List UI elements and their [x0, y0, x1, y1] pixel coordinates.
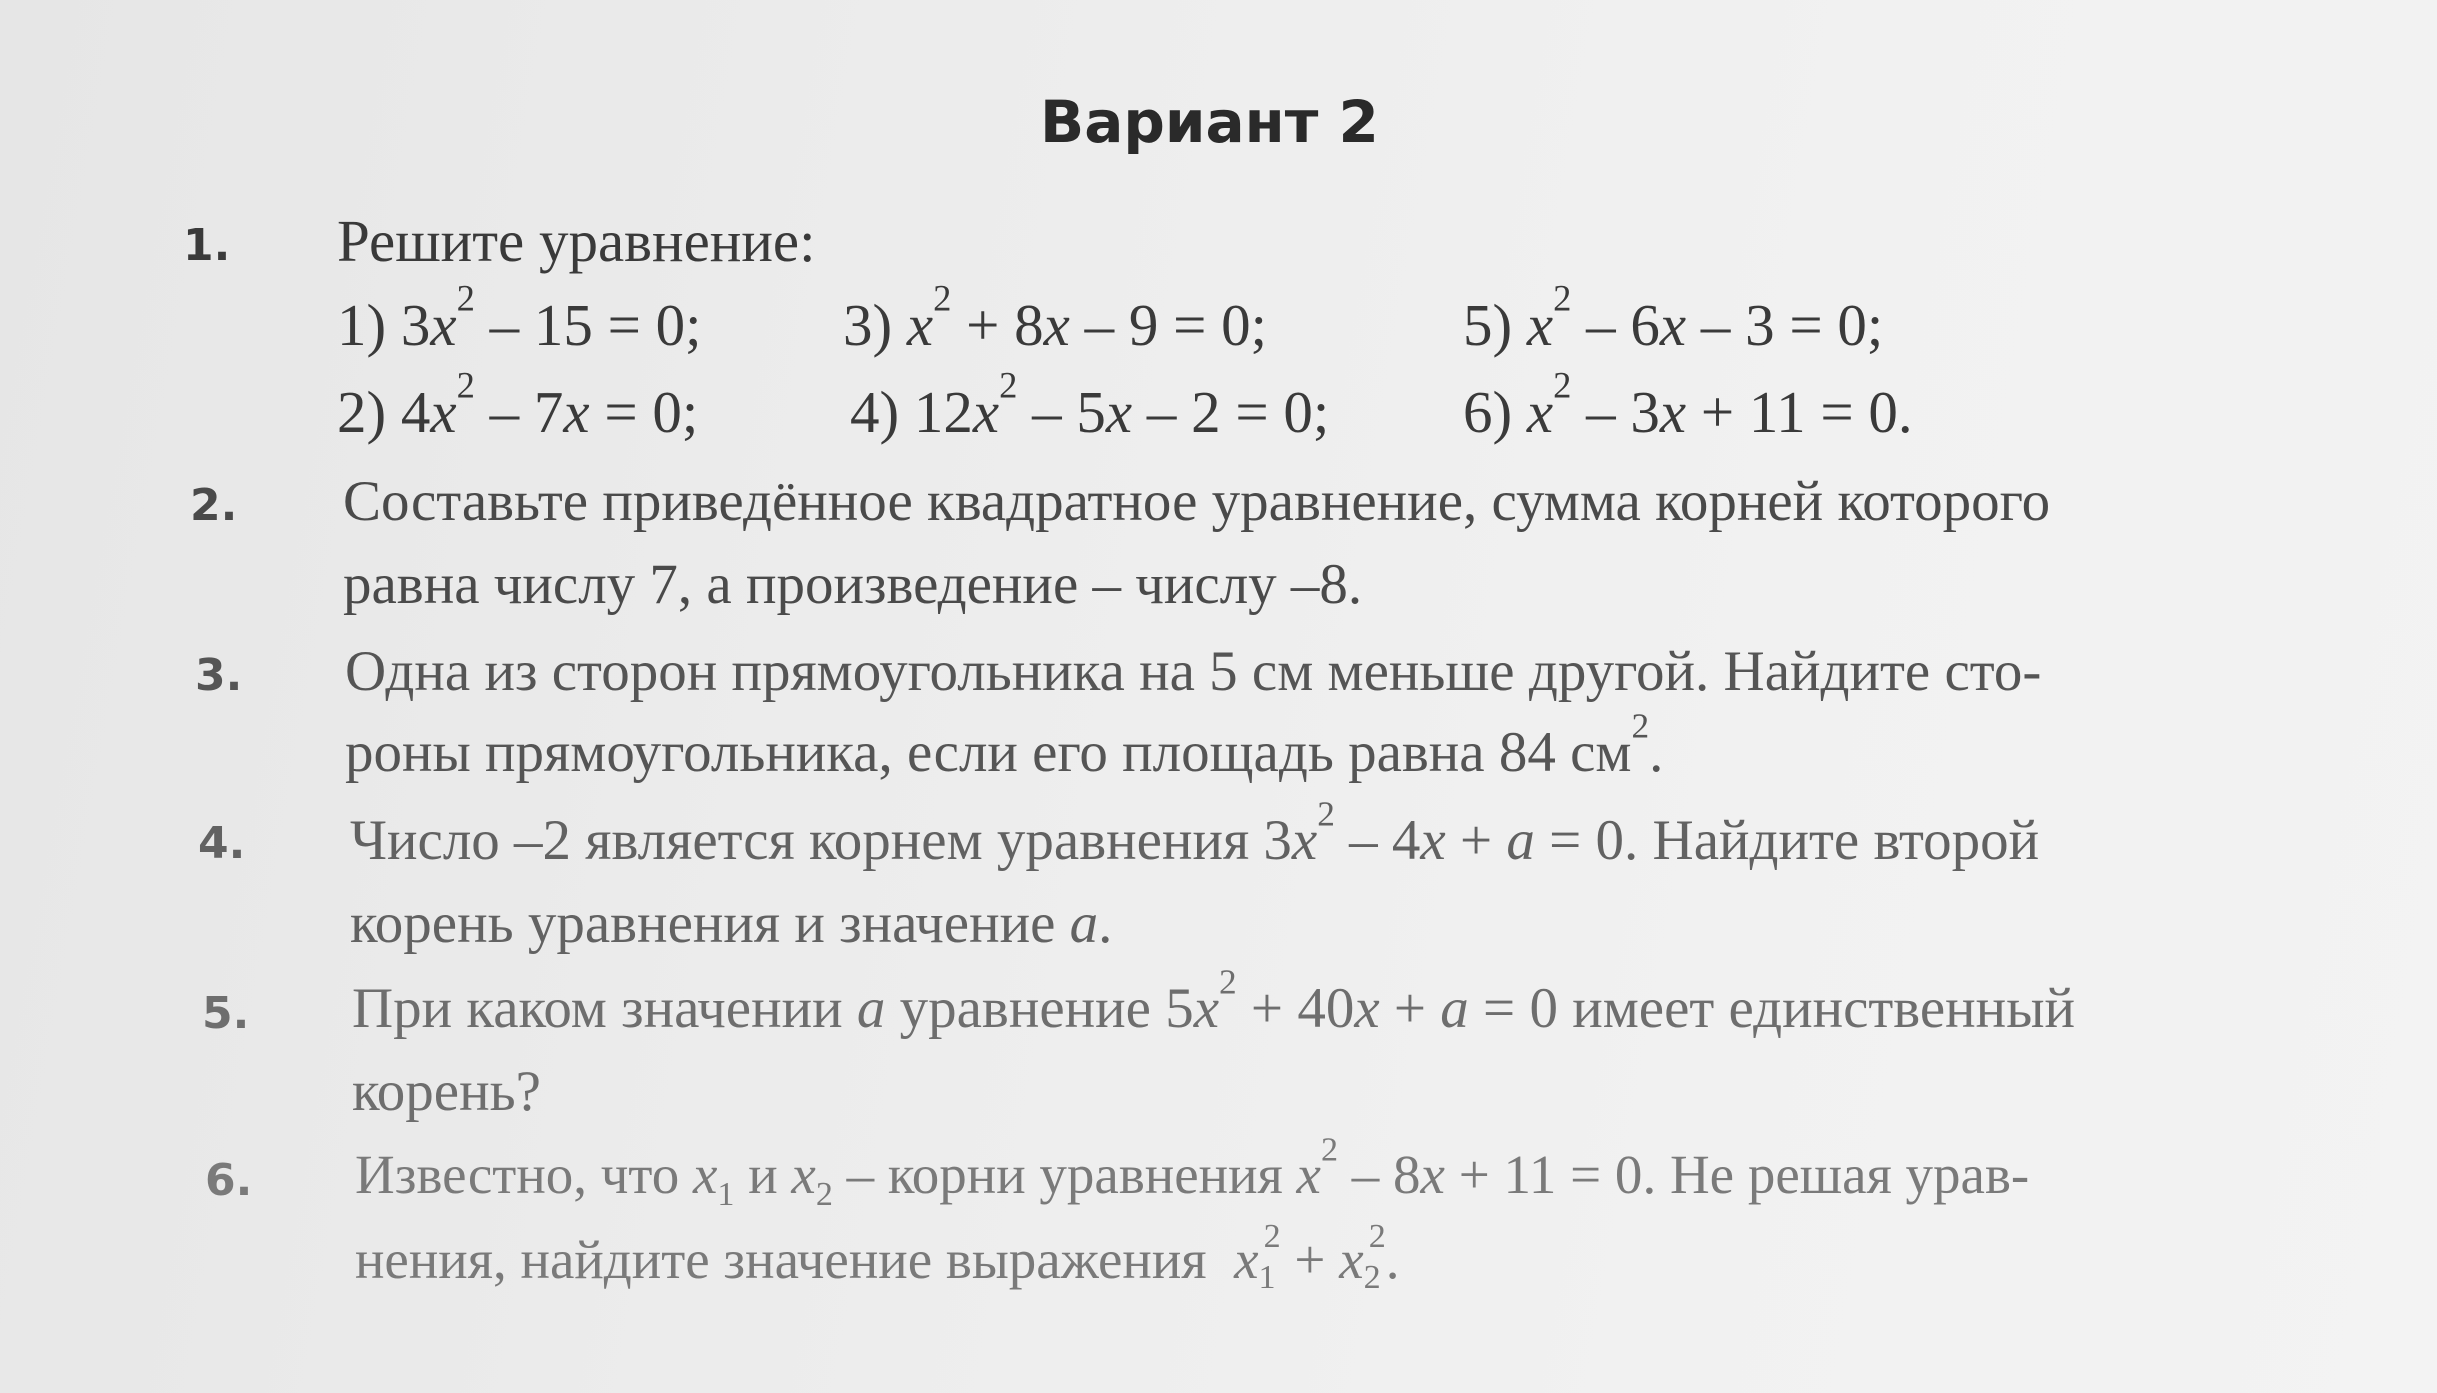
task-4-line-2: корень уравнения и значение a. [350, 892, 1113, 955]
task-5-number: 5. [202, 988, 250, 1039]
equation-label: 2) [337, 379, 387, 445]
task-3-line-2-text: роны прямоугольника, если его площадь равна 84 см [345, 721, 1632, 784]
task-6-text-c: – корни уравнения [846, 1144, 1283, 1205]
task-6-line-2: нения, найдите значение выражения $x_1^2 + x_2^2$. [355, 1218, 1400, 1297]
task-5-line-1: При каком значении a уравнение $5x^2 + 40x + a = 0$ имеет единственный [352, 962, 2075, 1040]
equation-5: 5) $x^2 - 6x - 3 = 0$; [1463, 277, 1884, 358]
task-3-number: 3. [195, 650, 243, 701]
equation-2: 2) $4x^2 - 7x = 0$; [337, 364, 699, 445]
equation-label: 4) [850, 379, 900, 445]
task-3-line-2 [345, 706, 1664, 784]
equation-label: 5) [1463, 292, 1513, 358]
page-title: Вариант 2 [1040, 88, 1379, 156]
task-3-superscript: 2 [1631, 706, 1650, 746]
task-4-text-a: Число –2 является корнем уравнения [350, 809, 1250, 872]
equation-label: 3) [843, 292, 893, 358]
task-5-text-a: При каком значении [352, 977, 843, 1040]
equation-4: 4) $12x^2 - 5x - 2 = 0$; [850, 364, 1330, 445]
task-3-line-1: Одна из сторон прямоугольника на 5 см меньше другой. Найдите сто- [345, 640, 2042, 703]
task-5-text-c: имеет единственный [1572, 977, 2075, 1040]
task-1-prompt: Решите уравнение: [337, 208, 816, 274]
task-5-text-b: уравнение [899, 977, 1151, 1040]
task-4-period: . [1098, 892, 1113, 955]
equation-label: 1) [337, 292, 387, 358]
task-6-number: 6. [205, 1155, 253, 1206]
task-6-line-1: Известно, что $x_1$ и $x_2$ – корни уравнения $x^2 - 8x + 11 = 0$. Не решая урав- [355, 1131, 2030, 1213]
task-2-line-1: Составьте приведённое квадратное уравнение, сумма корней которого [343, 470, 2051, 533]
equation-1: 1) $3x^2 - 15 = 0$; [337, 277, 702, 358]
equation-label: 6) [1463, 379, 1513, 445]
task-4-line-1: Число –2 является корнем уравнения $3x^2 - 4x + a = 0$. Найдите второй [350, 794, 2040, 872]
equation-3: 3) $x^2 + 8x - 9 = 0$; [843, 277, 1268, 358]
task-5-line-2: корень? [352, 1060, 541, 1123]
task-6-text-e: нения, найдите значение выражения [355, 1229, 1207, 1290]
task-6-text-d: . Не решая урав- [1642, 1144, 2030, 1205]
task-3-period: . [1649, 721, 1664, 784]
equation-6: 6) $x^2 - 3x + 11 = 0$. [1463, 364, 1913, 445]
task-4-text-c: корень уравнения и значение [350, 892, 1056, 955]
task-4-number: 4. [198, 818, 246, 869]
task-6-text-b: и [748, 1144, 778, 1205]
task-2-line-2: равна числу 7, а произведение – числу –8. [343, 553, 1363, 616]
task-6-text-a: Известно, что [355, 1144, 680, 1205]
task-2-number: 2. [190, 480, 238, 531]
task-4-text-b: . Найдите второй [1624, 809, 2040, 872]
task-1-number: 1. [183, 220, 231, 271]
